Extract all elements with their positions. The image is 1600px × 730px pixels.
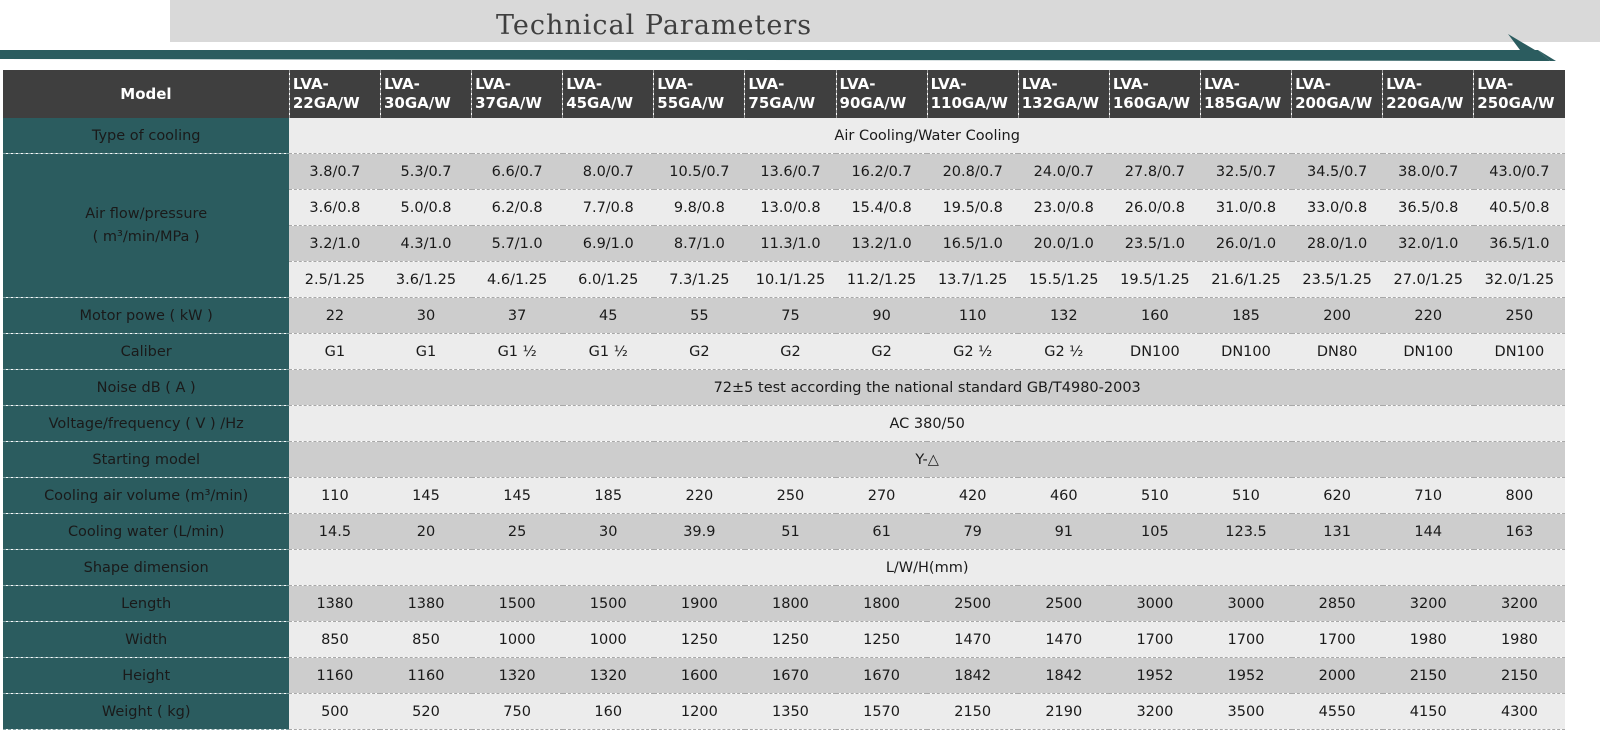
row-label: Height: [3, 658, 289, 694]
table-cell: 22: [289, 298, 380, 334]
table-cell: 1800: [836, 586, 927, 622]
table-cell: 1570: [836, 694, 927, 730]
model-name: [472, 75, 562, 113]
table-cell: 2150: [927, 694, 1018, 730]
table-cell: 11.2/1.25: [836, 262, 927, 298]
table-cell: 15.4/0.8: [836, 190, 927, 226]
table-cell: DN100: [1383, 334, 1474, 370]
table-cell: 8.7/1.0: [654, 226, 745, 262]
table-cell: 1200: [654, 694, 745, 730]
table-cell: 105: [1109, 514, 1200, 550]
model-prefix: LVA-: [292, 75, 329, 93]
table-cell: 20.8/0.7: [927, 154, 1018, 190]
model-header-label: Model: [3, 70, 289, 118]
table-cell: 1350: [745, 694, 836, 730]
table-cell: 10.5/0.7: [654, 154, 745, 190]
table-cell: G2: [745, 334, 836, 370]
table-cell: G1: [380, 334, 471, 370]
table-cell: 23.0/0.8: [1018, 190, 1109, 226]
table-cell: 13.0/0.8: [745, 190, 836, 226]
table-cell: 123.5: [1200, 514, 1291, 550]
table-cell: 30: [563, 514, 654, 550]
table-cell: 90: [836, 298, 927, 334]
model-prefix: LVA-: [657, 75, 694, 93]
model-name: [1474, 75, 1565, 113]
model-header-cell: [927, 70, 1018, 118]
table-cell: G2 ½: [927, 334, 1018, 370]
table-cell: 3.6/0.8: [289, 190, 380, 226]
row-value-span: 72±5 test according the national standard GB/T4980-2003: [289, 370, 1565, 406]
model-prefix: LVA-: [383, 75, 420, 93]
row-label: Cooling air volume (m³/min): [3, 478, 289, 514]
table-cell: 39.9: [654, 514, 745, 550]
table-row: [3, 550, 1565, 586]
row-value-span: AC 380/50: [289, 406, 1565, 442]
row-label: Cooling water (L/min): [3, 514, 289, 550]
table-cell: 1160: [289, 658, 380, 694]
table-cell: 1500: [563, 586, 654, 622]
table-cell: 500: [289, 694, 380, 730]
table-cell: 45: [563, 298, 654, 334]
table-cell: 1842: [1018, 658, 1109, 694]
model-prefix: LVA-: [930, 75, 967, 93]
model-suffix: 22GA/W: [292, 94, 360, 112]
table-cell: 1700: [1109, 622, 1200, 658]
table-cell: 2850: [1292, 586, 1383, 622]
table-cell: 1952: [1200, 658, 1291, 694]
model-suffix: 250GA/W: [1477, 94, 1555, 112]
table-cell: 420: [927, 478, 1018, 514]
table-cell: 2000: [1292, 658, 1383, 694]
table-cell: 1980: [1383, 622, 1474, 658]
table-cell: 16.5/1.0: [927, 226, 1018, 262]
table-cell: G1 ½: [472, 334, 563, 370]
table-cell: 6.9/1.0: [563, 226, 654, 262]
table-cell: 145: [380, 478, 471, 514]
table-cell: 3000: [1109, 586, 1200, 622]
table-cell: 710: [1383, 478, 1474, 514]
model-prefix: LVA-: [1021, 75, 1058, 93]
table-cell: 3.2/1.0: [289, 226, 380, 262]
model-name: [1201, 75, 1291, 113]
table-cell: 21.6/1.25: [1200, 262, 1291, 298]
table-cell: 850: [289, 622, 380, 658]
table-cell: 10.1/1.25: [745, 262, 836, 298]
table-row: [3, 622, 1565, 658]
table-cell: 55: [654, 298, 745, 334]
table-cell: 1800: [745, 586, 836, 622]
model-header-cell: [836, 70, 927, 118]
table-cell: 13.6/0.7: [745, 154, 836, 190]
row-label: Noise dB ( A ): [3, 370, 289, 406]
table-cell: 220: [654, 478, 745, 514]
table-cell: 13.2/1.0: [836, 226, 927, 262]
model-prefix: LVA-: [839, 75, 876, 93]
table-cell: 270: [836, 478, 927, 514]
table-cell: 20: [380, 514, 471, 550]
model-name: [745, 75, 835, 113]
model-name: [837, 75, 927, 113]
table-cell: 13.7/1.25: [927, 262, 1018, 298]
table-cell: 1320: [563, 658, 654, 694]
model-header-cell: [1109, 70, 1200, 118]
table-cell: 1980: [1474, 622, 1565, 658]
table-cell: 132: [1018, 298, 1109, 334]
table-cell: 1670: [836, 658, 927, 694]
table-row: [3, 442, 1565, 478]
table-cell: 200: [1292, 298, 1383, 334]
table-cell: 750: [472, 694, 563, 730]
table-cell: G1 ½: [563, 334, 654, 370]
row-label-air-flow: [3, 154, 289, 298]
table-cell: 2150: [1383, 658, 1474, 694]
model-suffix: 220GA/W: [1386, 94, 1464, 112]
table-cell: 110: [289, 478, 380, 514]
row-label: Width: [3, 622, 289, 658]
table-cell: 2500: [927, 586, 1018, 622]
table-cell: 3200: [1474, 586, 1565, 622]
table-cell: 3200: [1383, 586, 1474, 622]
table-cell: 27.8/0.7: [1109, 154, 1200, 190]
table-cell: 250: [745, 478, 836, 514]
model-name: [290, 75, 380, 113]
table-cell: 4.6/1.25: [472, 262, 563, 298]
title-rule-arrow: [0, 28, 1600, 64]
table-cell: 16.2/0.7: [836, 154, 927, 190]
model-prefix: LVA-: [1477, 75, 1514, 93]
model-name: [1383, 75, 1473, 113]
row-label: Voltage/frequency ( V ) /Hz: [3, 406, 289, 442]
model-suffix: 110GA/W: [930, 94, 1008, 112]
model-suffix: 75GA/W: [748, 94, 816, 112]
table-cell: 75: [745, 298, 836, 334]
table-cell: 40.5/0.8: [1474, 190, 1565, 226]
table-cell: 163: [1474, 514, 1565, 550]
model-header-cell: [1018, 70, 1109, 118]
table-cell: 11.3/1.0: [745, 226, 836, 262]
table-cell: 131: [1292, 514, 1383, 550]
model-name: [563, 75, 653, 113]
row-value-span: Air Cooling/Water Cooling: [289, 118, 1565, 154]
table-cell: 1900: [654, 586, 745, 622]
table-cell: 460: [1018, 478, 1109, 514]
model-header-cell: [563, 70, 654, 118]
table-cell: 15.5/1.25: [1018, 262, 1109, 298]
table-cell: 510: [1200, 478, 1291, 514]
table-cell: 110: [927, 298, 1018, 334]
table-cell: 23.5/1.25: [1292, 262, 1383, 298]
table-cell: 1600: [654, 658, 745, 694]
model-prefix: LVA-: [1386, 75, 1423, 93]
table-cell: 14.5: [289, 514, 380, 550]
model-suffix: 160GA/W: [1112, 94, 1191, 112]
model-prefix: LVA-: [748, 75, 785, 93]
table-cell: 1000: [563, 622, 654, 658]
model-header-cell: [1200, 70, 1291, 118]
table-cell: G2 ½: [1018, 334, 1109, 370]
table-cell: 1500: [472, 586, 563, 622]
table-cell: 6.6/0.7: [472, 154, 563, 190]
table-row: [3, 118, 1565, 154]
table-row: [3, 298, 1565, 334]
model-name: [654, 75, 744, 113]
table-cell: 5.7/1.0: [472, 226, 563, 262]
table-cell: 1700: [1200, 622, 1291, 658]
model-name: [928, 75, 1018, 113]
table-cell: 1380: [380, 586, 471, 622]
table-cell: 1160: [380, 658, 471, 694]
table-cell: DN100: [1474, 334, 1565, 370]
row-label: Shape dimension: [3, 550, 289, 586]
table-cell: 26.0/0.8: [1109, 190, 1200, 226]
table-cell: 51: [745, 514, 836, 550]
table-cell: 1320: [472, 658, 563, 694]
table-cell: 4300: [1474, 694, 1565, 730]
table-cell: 32.0/1.0: [1383, 226, 1474, 262]
row-label: Starting model: [3, 442, 289, 478]
table-row: [3, 478, 1565, 514]
table-cell: 3000: [1200, 586, 1291, 622]
model-name: [1019, 75, 1109, 113]
row-label: Weight ( kg): [3, 694, 289, 730]
table-cell: G2: [836, 334, 927, 370]
table-cell: 144: [1383, 514, 1474, 550]
model-suffix: 30GA/W: [383, 94, 451, 112]
model-header-cell: [745, 70, 836, 118]
table-row: [3, 334, 1565, 370]
table-cell: 3.6/1.25: [380, 262, 471, 298]
table-cell: 27.0/1.25: [1383, 262, 1474, 298]
table-cell: 36.5/1.0: [1474, 226, 1565, 262]
row-value-span: Y-△: [289, 442, 1565, 478]
row-value-span: L/W/H(mm): [289, 550, 1565, 586]
table-cell: DN100: [1109, 334, 1200, 370]
table-cell: 620: [1292, 478, 1383, 514]
table-cell: 34.5/0.7: [1292, 154, 1383, 190]
table-cell: 30: [380, 298, 471, 334]
table-cell: 25: [472, 514, 563, 550]
model-header-cell: [1383, 70, 1474, 118]
table-cell: 1250: [654, 622, 745, 658]
table-cell: 185: [563, 478, 654, 514]
model-header-cell: [1474, 70, 1565, 118]
table-row: [3, 586, 1565, 622]
table-cell: 9.8/0.8: [654, 190, 745, 226]
table-cell: 32.0/1.25: [1474, 262, 1565, 298]
table-row: [3, 406, 1565, 442]
table-cell: 24.0/0.7: [1018, 154, 1109, 190]
table-row: [3, 154, 1565, 190]
table-cell: 6.2/0.8: [472, 190, 563, 226]
table-cell: 28.0/1.0: [1292, 226, 1383, 262]
air-flow-label-line: ( m³/min/MPa ): [92, 228, 200, 245]
table-cell: G2: [654, 334, 745, 370]
table-cell: 1670: [745, 658, 836, 694]
table-row: [3, 370, 1565, 406]
table-cell: 1250: [745, 622, 836, 658]
model-suffix: 185GA/W: [1203, 94, 1282, 112]
row-label: Caliber: [3, 334, 289, 370]
spec-table-body: [3, 118, 1565, 730]
model-prefix: LVA-: [1203, 75, 1240, 93]
table-cell: 510: [1109, 478, 1200, 514]
model-header-cell: [380, 70, 471, 118]
table-cell: 5.3/0.7: [380, 154, 471, 190]
table-cell: 19.5/0.8: [927, 190, 1018, 226]
table-cell: 3200: [1109, 694, 1200, 730]
model-name: [381, 75, 471, 113]
table-cell: 160: [563, 694, 654, 730]
table-cell: 32.5/0.7: [1200, 154, 1291, 190]
table-cell: 5.0/0.8: [380, 190, 471, 226]
table-cell: 91: [1018, 514, 1109, 550]
row-label: Type of cooling: [3, 118, 289, 154]
model-prefix: LVA-: [475, 75, 511, 93]
model-suffix: 200GA/W: [1295, 94, 1373, 112]
table-cell: DN100: [1200, 334, 1291, 370]
table-cell: 1470: [1018, 622, 1109, 658]
table-cell: 1842: [927, 658, 1018, 694]
table-cell: 850: [380, 622, 471, 658]
model-header-cell: [289, 70, 380, 118]
table-cell: 250: [1474, 298, 1565, 334]
table-cell: 3500: [1200, 694, 1291, 730]
table-cell: 1952: [1109, 658, 1200, 694]
table-cell: 4.3/1.0: [380, 226, 471, 262]
row-label: Length: [3, 586, 289, 622]
table-cell: 23.5/1.0: [1109, 226, 1200, 262]
table-cell: 2150: [1474, 658, 1565, 694]
model-prefix: LVA-: [1295, 75, 1331, 93]
table-row: [3, 514, 1565, 550]
model-name: [1292, 75, 1382, 113]
table-cell: 2190: [1018, 694, 1109, 730]
model-header-cell: [654, 70, 745, 118]
table-cell: 3.8/0.7: [289, 154, 380, 190]
table-cell: 4550: [1292, 694, 1383, 730]
row-label: Motor powe ( kW ): [3, 298, 289, 334]
table-row: [3, 694, 1565, 730]
table-cell: 2500: [1018, 586, 1109, 622]
table-cell: 37: [472, 298, 563, 334]
table-cell: 26.0/1.0: [1200, 226, 1291, 262]
page-title: Technical Parameters: [496, 10, 813, 41]
table-cell: 61: [836, 514, 927, 550]
model-name: [1110, 75, 1200, 113]
table-cell: 1380: [289, 586, 380, 622]
table-cell: 1700: [1292, 622, 1383, 658]
model-header-cell: [472, 70, 563, 118]
table-row: [3, 658, 1565, 694]
model-suffix: 55GA/W: [657, 94, 725, 112]
table-cell: 7.7/0.8: [563, 190, 654, 226]
spec-table: [3, 70, 1565, 730]
model-suffix: 132GA/W: [1021, 94, 1099, 112]
table-cell: 36.5/0.8: [1383, 190, 1474, 226]
table-cell: 19.5/1.25: [1109, 262, 1200, 298]
table-cell: 185: [1200, 298, 1291, 334]
table-cell: 1000: [472, 622, 563, 658]
table-cell: G1: [289, 334, 380, 370]
model-prefix: LVA-: [566, 75, 603, 93]
table-cell: 79: [927, 514, 1018, 550]
table-cell: 4150: [1383, 694, 1474, 730]
table-cell: 20.0/1.0: [1018, 226, 1109, 262]
model-header-row: [3, 70, 1565, 118]
table-cell: 6.0/1.25: [563, 262, 654, 298]
table-cell: 38.0/0.7: [1383, 154, 1474, 190]
table-cell: 800: [1474, 478, 1565, 514]
model-suffix: 90GA/W: [839, 94, 907, 112]
model-prefix: LVA-: [1112, 75, 1149, 93]
table-cell: 220: [1383, 298, 1474, 334]
table-cell: 145: [472, 478, 563, 514]
table-cell: 2.5/1.25: [289, 262, 380, 298]
table-cell: 1250: [836, 622, 927, 658]
table-cell: 33.0/0.8: [1292, 190, 1383, 226]
air-flow-label-line: Air flow/pressure: [85, 205, 208, 222]
table-cell: 7.3/1.25: [654, 262, 745, 298]
table-cell: 520: [380, 694, 471, 730]
table-cell: DN80: [1292, 334, 1383, 370]
model-header-cell: [1292, 70, 1383, 118]
table-cell: 8.0/0.7: [563, 154, 654, 190]
model-suffix: 37GA/W: [475, 94, 542, 112]
table-cell: 31.0/0.8: [1200, 190, 1291, 226]
table-cell: 160: [1109, 298, 1200, 334]
model-suffix: 45GA/W: [566, 94, 634, 112]
table-cell: 43.0/0.7: [1474, 154, 1565, 190]
table-cell: 1470: [927, 622, 1018, 658]
